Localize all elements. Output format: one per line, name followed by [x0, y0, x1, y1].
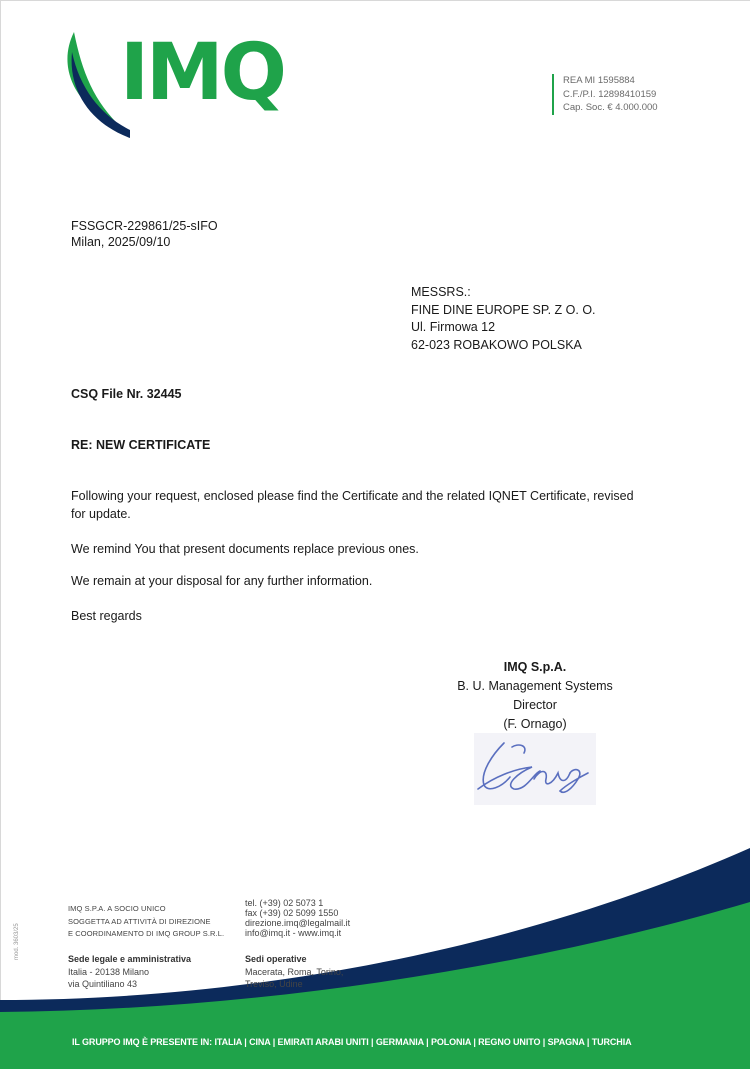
closing: Best regards — [71, 609, 142, 623]
operating-offices-line: Treviso, Udine — [245, 979, 303, 989]
legal-office — [68, 953, 191, 991]
body-paragraph: We remain at your disposal for any further information. — [71, 574, 373, 588]
contact-info — [245, 898, 350, 938]
letter-reference-block — [71, 218, 218, 250]
rea-number: REA MI 1595884 — [563, 75, 635, 86]
recipient-salutation: MESSRS.: — [411, 285, 471, 299]
letter-reference: FSSGCR-229861/25-sIFO — [71, 219, 218, 233]
group-presence-bar: IL GRUPPO IMQ È PRESENTE IN: ITALIA | CINA | EMIRATI ARABI UNITI | GERMANIA | POLONIA | REGNO UNITO | SPAGNA | TURCHIA — [72, 1037, 632, 1047]
form-code: mod. 3603/25 — [14, 923, 20, 960]
signatory-company: IMQ S.p.A. — [503, 660, 567, 674]
logo-text: IMQ — [120, 28, 284, 118]
phone: tel. (+39) 02 5073 1 — [245, 898, 324, 908]
handwritten-signature-icon — [474, 733, 596, 805]
legal-office-line: via Quintiliano 43 — [68, 979, 138, 989]
operating-offices — [245, 953, 343, 991]
letter-date: Milan, 2025/09/10 — [71, 235, 171, 249]
recipient-address — [411, 284, 596, 354]
company-info-line: SOGGETTA AD ATTIVITÀ DI DIREZIONE — [68, 916, 211, 926]
tax-id: C.F./P.I. 12898410159 — [563, 88, 657, 100]
operating-offices-title: Sedi operative — [245, 954, 307, 964]
operating-offices-line: Macerata, Roma, Torino, — [245, 966, 344, 977]
company-info — [68, 903, 224, 941]
fax: fax (+39) 02 5099 1550 — [245, 908, 339, 918]
body-paragraph: We remind You that present documents replace previous ones. — [71, 542, 419, 556]
signatory-role: Director — [513, 698, 557, 712]
body-paragraph: Following your request, enclosed please find the Certificate and the related IQNET Certificate, revised for update. — [71, 489, 634, 521]
legal-office-title: Sede legale e amministrativa — [68, 954, 192, 964]
signature-block — [430, 658, 640, 734]
pec-email: direzione.imq@legalmail.it — [245, 918, 351, 928]
legal-office-line: Italia - 20138 Milano — [68, 966, 150, 977]
company-info-line: IMQ S.P.A. A SOCIO UNICO — [68, 904, 166, 913]
letter-subject: RE: NEW CERTIFICATE — [71, 438, 211, 452]
share-capital: Cap. Soc. € 4.000.000 — [563, 102, 658, 113]
registration-info — [552, 74, 658, 115]
signatory-unit: B. U. Management Systems — [457, 679, 613, 693]
signatory-name: (F. Ornago) — [503, 717, 567, 731]
email-website: info@imq.it - www.imq.it — [245, 928, 342, 938]
recipient-street: Ul. Firmowa 12 — [411, 320, 496, 334]
recipient-city: 62-023 ROBAKOWO POLSKA — [411, 337, 582, 352]
file-number: CSQ File Nr. 32445 — [71, 387, 182, 401]
recipient-name: FINE DINE EUROPE SP. Z O. O. — [411, 302, 596, 317]
company-info-line: E COORDINAMENTO DI IMQ GROUP S.R.L. — [68, 929, 225, 938]
